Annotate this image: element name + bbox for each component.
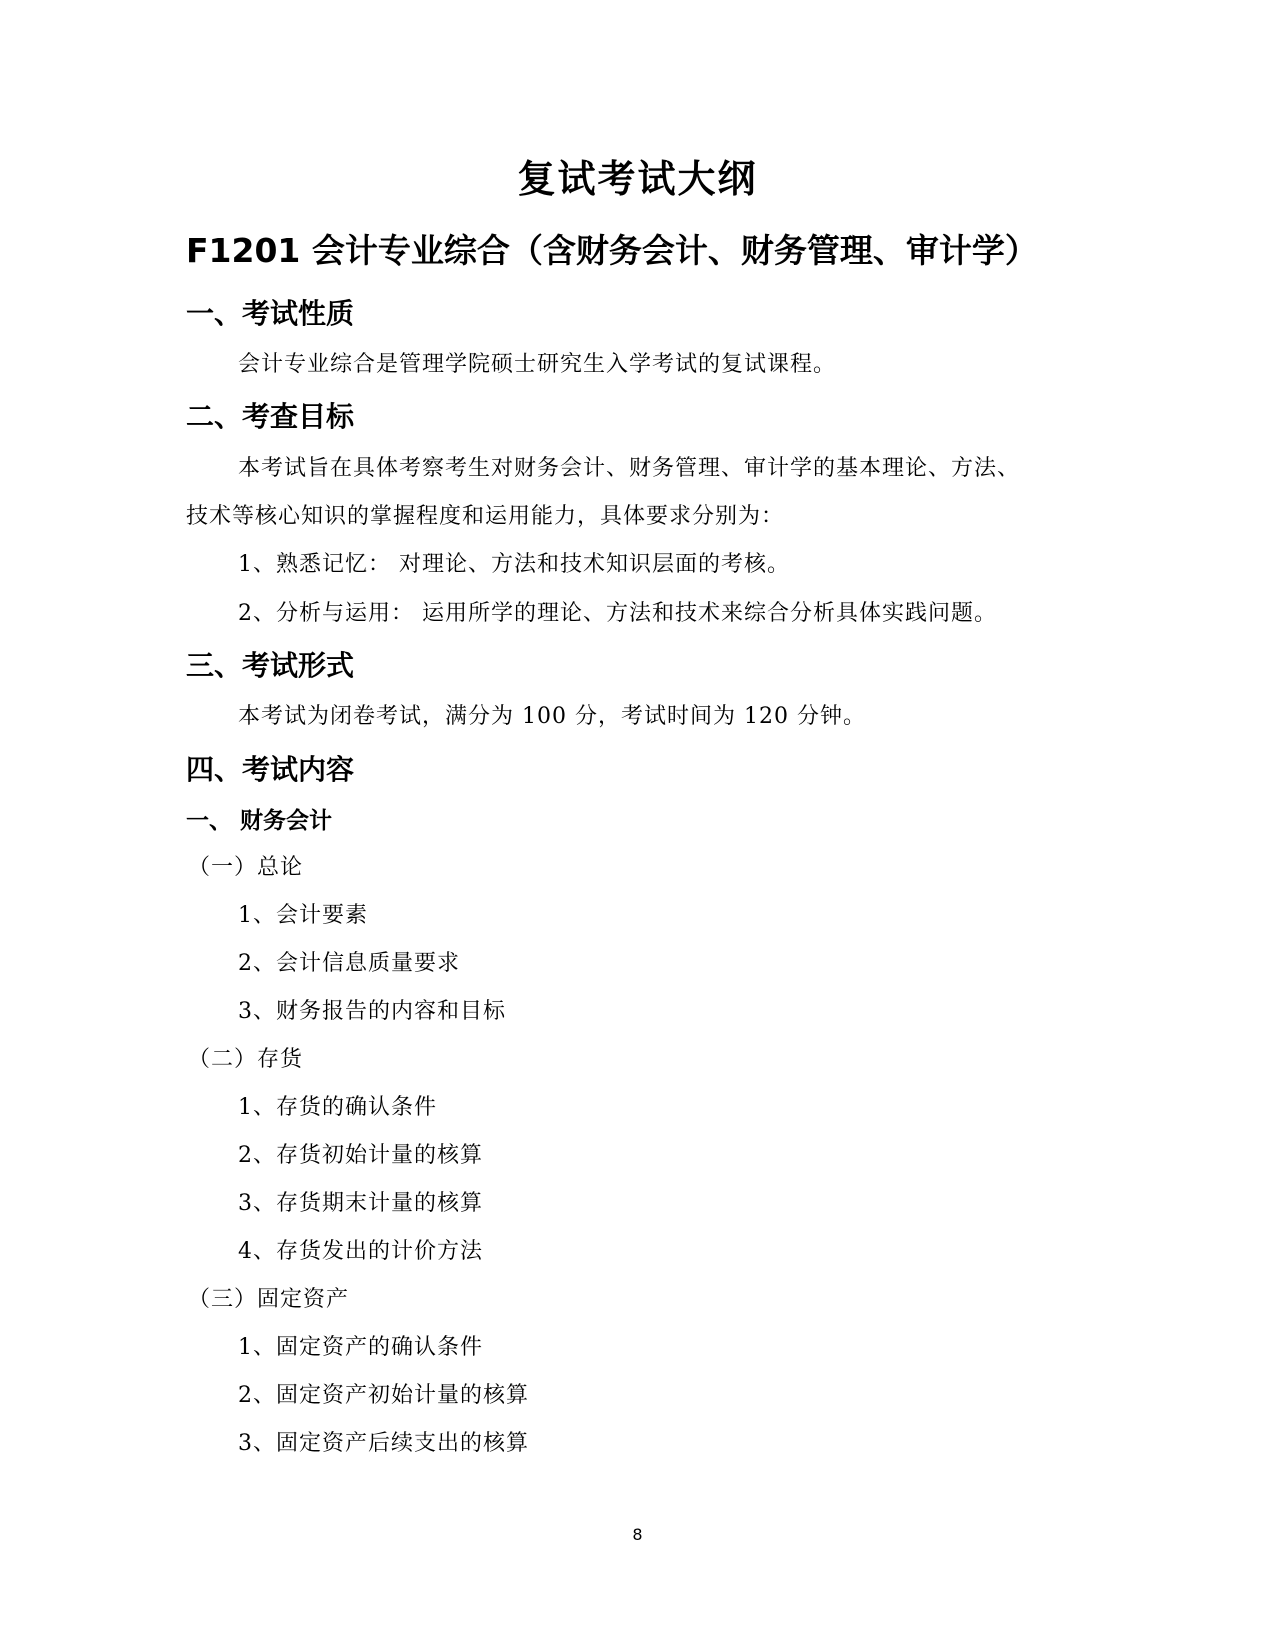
chapter-heading: （一）总论 [188,855,304,880]
paragraph: 本考试为闭卷考试，满分为 100 分，考试时间为 120 分钟。 [238,704,866,729]
paragraph: 本考试旨在具体考察考生对财务会计、财务管理、审计学的基本理论、方法、 [238,456,1021,481]
list-item: 2、固定资产初始计量的核算 [238,1383,529,1408]
paragraph: 技术等核心知识的掌握程度和运用能力，具体要求分别为： [186,504,785,529]
course-subtitle: F1201 会计专业综合（含财务会计、财务管理、审计学） [186,231,1038,270]
list-item: 4、存货发出的计价方法 [238,1239,483,1264]
list-item: 1、存货的确认条件 [238,1095,437,1120]
chapter-heading: （二）存货 [188,1047,304,1072]
list-item: 1、会计要素 [238,903,368,928]
list-item: 3、存货期末计量的核算 [238,1191,483,1216]
section-heading-exam-nature: 一、考试性质 [186,297,355,330]
list-item: 3、财务报告的内容和目标 [238,999,506,1024]
list-item: 3、固定资产后续支出的核算 [238,1431,529,1456]
list-item: 1、固定资产的确认条件 [238,1335,483,1360]
paragraph: 会计专业综合是管理学院硕士研究生入学考试的复试课程。 [238,352,837,377]
section-heading-exam-objectives: 二、考查目标 [186,400,355,433]
section-heading-exam-content: 四、考试内容 [186,753,355,786]
section-heading-exam-format: 三、考试形式 [186,649,355,682]
chapter-heading: （三）固定资产 [188,1287,350,1312]
list-item: 2、会计信息质量要求 [238,951,460,976]
requirement-item: 1、熟悉记忆： 对理论、方法和技术知识层面的考核。 [238,552,790,577]
part-heading-financial-accounting: 一、 财务会计 [186,808,333,834]
list-item: 2、存货初始计量的核算 [238,1143,483,1168]
page-number: 8 [632,1525,643,1544]
document-title: 复试考试大纲 [517,157,758,201]
requirement-item: 2、分析与运用： 运用所学的理论、方法和技术来综合分析具体实践问题。 [238,601,997,626]
